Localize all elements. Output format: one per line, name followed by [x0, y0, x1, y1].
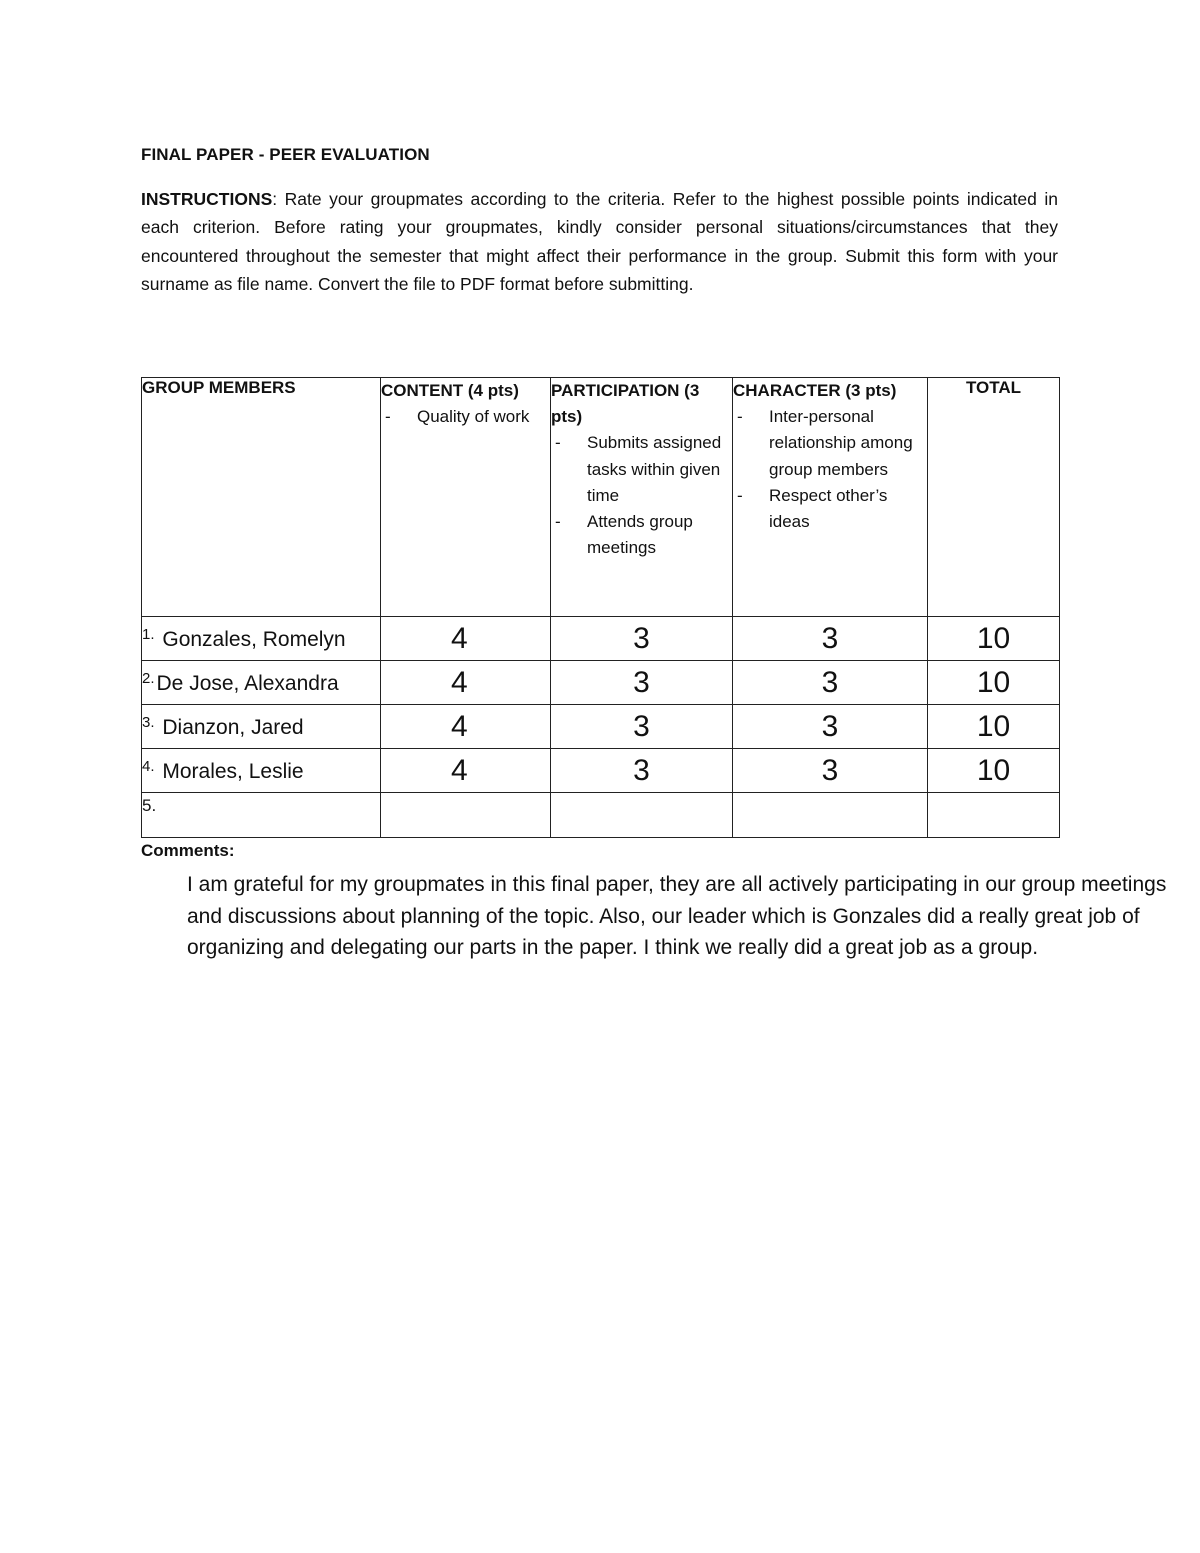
- total-score: 10: [928, 661, 1060, 705]
- member-number: 3.: [142, 713, 155, 731]
- instructions-text: : Rate your groupmates according to the criteria. Refer to the highest possible points indicated in each criterion. Before rating your groupmates, kindly consider personal situations/circumstances that they encountered throughout the semester that might affect their performance in the group. Submit this form with your surname as file name. Convert the file to PDF format before submitting.: [141, 189, 1058, 294]
- participation-score: [551, 793, 733, 838]
- comments-label: Comments:: [141, 841, 235, 860]
- header-participation: [551, 378, 733, 617]
- criterion-item: - Respect other’s ideas: [733, 483, 927, 535]
- table-row: [142, 749, 1060, 793]
- criterion-item: - Inter-personal relationship among group members: [733, 404, 927, 483]
- header-group-members: GROUP MEMBERS: [142, 378, 381, 617]
- header-participation-title: PARTICIPATION (3 pts): [551, 381, 700, 427]
- member-cell: [142, 749, 381, 793]
- criterion-item: - Attends group meetings: [551, 509, 732, 561]
- criterion-item: - Quality of work: [381, 404, 550, 430]
- member-number: 2.: [142, 669, 155, 687]
- member-number: 4.: [142, 757, 155, 775]
- character-score: 3: [733, 749, 928, 793]
- peer-evaluation-table: [141, 377, 1060, 838]
- member-name: Gonzales, Romelyn: [162, 627, 346, 651]
- character-score: [733, 793, 928, 838]
- content-score: 4: [381, 617, 551, 661]
- content-score: 4: [381, 749, 551, 793]
- participation-score: 3: [551, 617, 733, 661]
- header-content-title: CONTENT (4 pts): [381, 381, 519, 400]
- document-title: FINAL PAPER - PEER EVALUATION: [141, 145, 430, 164]
- table-row: [142, 617, 1060, 661]
- header-content: [381, 378, 551, 617]
- table-row: [142, 793, 1060, 838]
- content-score: 4: [381, 705, 551, 749]
- character-score: 3: [733, 617, 928, 661]
- comments-text: I am grateful for my groupmates in this final paper, they are all actively participating in our group meetings and discussions about planning of the topic. Also, our leader which is Gonzales did a really great job of organizing and delegating our parts in the paper. I think we really did a great job as a group.: [187, 873, 1167, 959]
- participation-score: 3: [551, 705, 733, 749]
- table-row: [142, 661, 1060, 705]
- member-name: De Jose, Alexandra: [156, 671, 339, 695]
- header-character-title: CHARACTER (3 pts): [733, 381, 897, 400]
- member-cell: [142, 705, 381, 749]
- member-number: 5.: [142, 796, 157, 815]
- character-score: 3: [733, 705, 928, 749]
- total-score: [928, 793, 1060, 838]
- member-name: Morales, Leslie: [162, 759, 304, 783]
- total-score: 10: [928, 617, 1060, 661]
- member-cell: [142, 617, 381, 661]
- content-score: [381, 793, 551, 838]
- total-score: 10: [928, 749, 1060, 793]
- member-number: 1.: [142, 625, 155, 643]
- header-total: TOTAL: [928, 378, 1060, 617]
- member-name: Dianzon, Jared: [162, 715, 304, 739]
- instructions-label: INSTRUCTIONS: [141, 189, 273, 209]
- participation-score: 3: [551, 661, 733, 705]
- instructions-paragraph: [141, 185, 1058, 298]
- character-score: 3: [733, 661, 928, 705]
- participation-score: 3: [551, 749, 733, 793]
- table-header-row: [142, 378, 1060, 617]
- header-character: [733, 378, 928, 617]
- member-cell: [142, 661, 381, 705]
- total-score: 10: [928, 705, 1060, 749]
- content-score: 4: [381, 661, 551, 705]
- table-row: [142, 705, 1060, 749]
- member-cell: [142, 793, 381, 838]
- criterion-item: - Submits assigned tasks within given time: [551, 430, 732, 509]
